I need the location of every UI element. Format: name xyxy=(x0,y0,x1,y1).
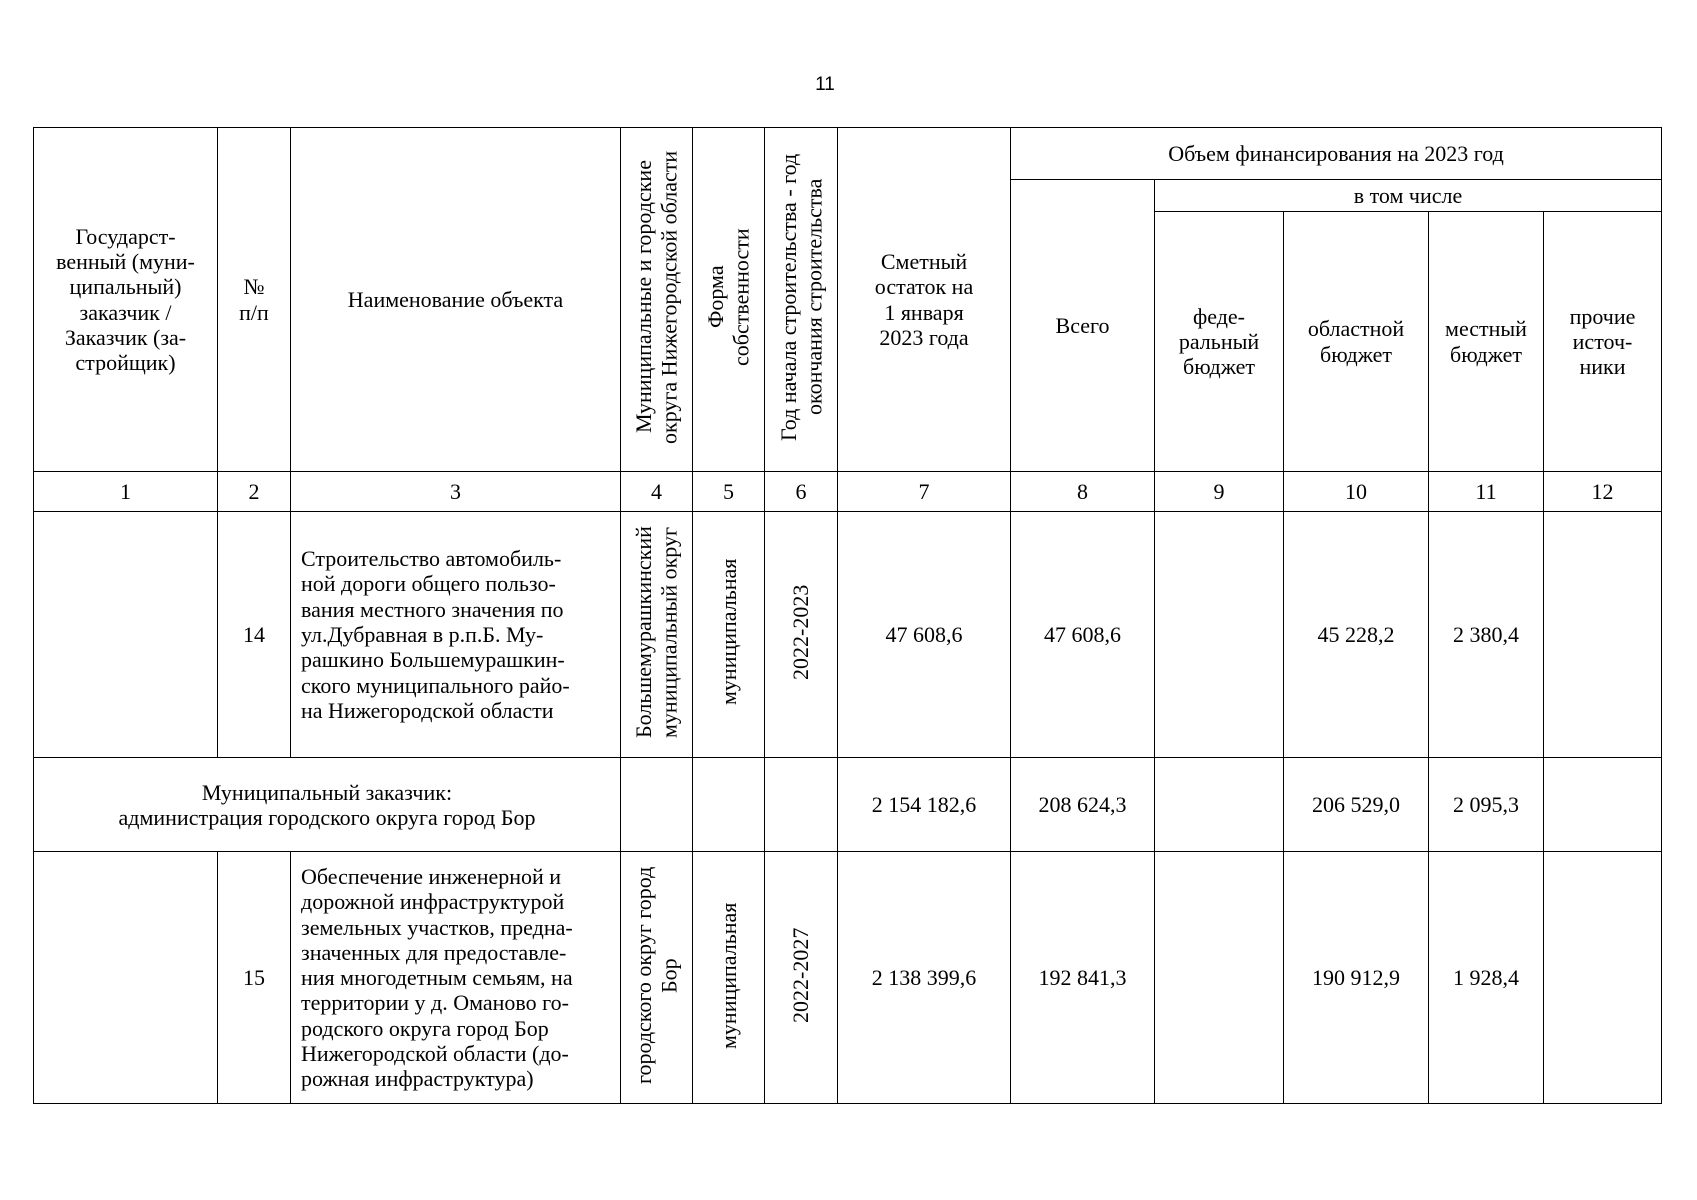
row15-municipality: городского округ город Бор xyxy=(621,852,693,1104)
customer-years xyxy=(765,758,838,852)
row15-ownership: муниципальная xyxy=(693,852,765,1104)
financing-table xyxy=(33,127,1662,1104)
customer-total: 208 624,3 xyxy=(1011,758,1155,852)
row14-municipality: Большемурашкинский муниципальный округ xyxy=(621,512,693,758)
page-number: 11 xyxy=(815,74,835,95)
customer-federal xyxy=(1155,758,1284,852)
col-number: 8 xyxy=(1011,472,1155,512)
col-number: 9 xyxy=(1155,472,1284,512)
header-estimate: Сметный остаток на 1 января 2023 года xyxy=(838,128,1011,472)
row15-regional: 190 912,9 xyxy=(1284,852,1429,1104)
col-number: 10 xyxy=(1284,472,1429,512)
header-regional: областной бюджет xyxy=(1284,212,1429,472)
row15-num: 15 xyxy=(218,852,291,1104)
row14-customer xyxy=(34,512,218,758)
row14-ownership: муниципальная xyxy=(693,512,765,758)
row14-regional: 45 228,2 xyxy=(1284,512,1429,758)
header-federal: феде- ральный бюджет xyxy=(1155,212,1284,472)
row15-other xyxy=(1544,852,1662,1104)
customer-regional: 206 529,0 xyxy=(1284,758,1429,852)
row15-years: 2022-2027 xyxy=(765,852,838,1104)
customer-estimate: 2 154 182,6 xyxy=(838,758,1011,852)
row14-other xyxy=(1544,512,1662,758)
header-ownership: Форма собственности xyxy=(693,128,765,472)
customer-label: Муниципальный заказчик: администрация городского округа город Бор xyxy=(34,758,621,852)
column-numbers-row xyxy=(34,472,1662,512)
customer-municipality xyxy=(621,758,693,852)
col-number: 6 xyxy=(765,472,838,512)
table-row xyxy=(34,512,1662,758)
header-num: № п/п xyxy=(218,128,291,472)
row15-federal xyxy=(1155,852,1284,1104)
header-total: Всего xyxy=(1011,180,1155,472)
header-including: в том числе xyxy=(1155,180,1662,212)
header-municipality: Муниципальные и городские округа Нижегородской области xyxy=(621,128,693,472)
col-number: 11 xyxy=(1429,472,1544,512)
header-customer: Государст- венный (муни- ципальный) заказчик / Заказчик (за- стройщик) xyxy=(34,128,218,472)
header-local: местный бюджет xyxy=(1429,212,1544,472)
header-other: прочие источ- ники xyxy=(1544,212,1662,472)
col-number: 3 xyxy=(291,472,621,512)
col-number: 7 xyxy=(838,472,1011,512)
col-number: 1 xyxy=(34,472,218,512)
row15-local: 1 928,4 xyxy=(1429,852,1544,1104)
row15-total: 192 841,3 xyxy=(1011,852,1155,1104)
row14-estimate: 47 608,6 xyxy=(838,512,1011,758)
row15-object-name: Обеспечение инженерной и дорожной инфраструктурой земельных участков, предна- значенных для предоставле- ния многодетным семьям, на территории у д. Оманово го- родского округа город Бор Нижегородской области (до- рожная инфраструктура) xyxy=(291,852,621,1104)
customer-row xyxy=(34,758,1662,852)
header-years: Год начала строительства - год окончания строительства xyxy=(765,128,838,472)
row14-object-name: Строительство автомобиль- ной дороги общего пользо- вания местного значения по ул.Дубравная в р.п.Б. Му- рашкино Большемурашкин- ского муниципального райо- на Нижегородской области xyxy=(291,512,621,758)
header-object-name: Наименование объекта xyxy=(291,128,621,472)
row15-estimate: 2 138 399,6 xyxy=(838,852,1011,1104)
customer-other xyxy=(1544,758,1662,852)
col-number: 2 xyxy=(218,472,291,512)
row14-local: 2 380,4 xyxy=(1429,512,1544,758)
col-number: 5 xyxy=(693,472,765,512)
col-number: 4 xyxy=(621,472,693,512)
row14-years: 2022-2023 xyxy=(765,512,838,758)
header-financing: Объем финансирования на 2023 год xyxy=(1011,128,1662,180)
col-number: 12 xyxy=(1544,472,1662,512)
row15-customer xyxy=(34,852,218,1104)
row14-federal xyxy=(1155,512,1284,758)
row14-num: 14 xyxy=(218,512,291,758)
customer-ownership xyxy=(693,758,765,852)
row14-total: 47 608,6 xyxy=(1011,512,1155,758)
customer-local: 2 095,3 xyxy=(1429,758,1544,852)
table-row xyxy=(34,852,1662,1104)
